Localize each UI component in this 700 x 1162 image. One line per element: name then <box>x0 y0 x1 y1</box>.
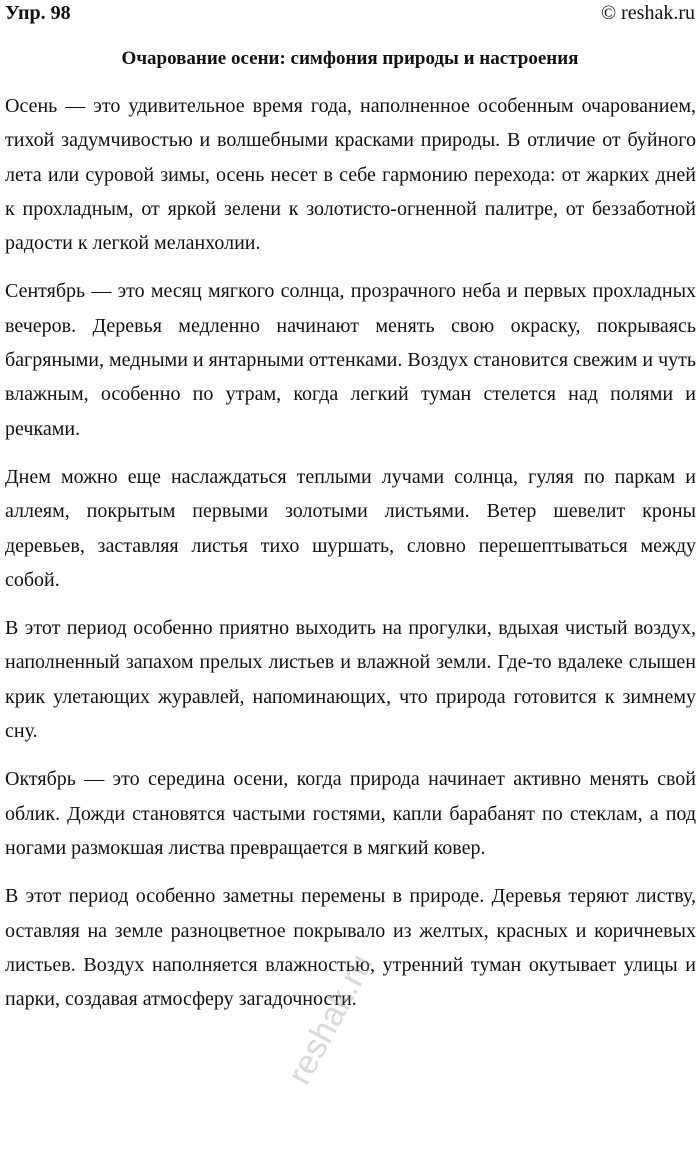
paragraph-september: Сентябрь — это месяц мягкого солнца, прозрачного неба и первых прохладных вечеров. Деревья медленно начинают менять свою окраску, покрываясь багряными, медными и янтарными оттенками. Воздух становится свежим и чуть влажным, особенно по утрам, когда легкий туман стелется над полями и речками. <box>5 280 696 440</box>
paragraph-period-walks: В этот период особенно приятно выходить на прогулки, вдыхая чистый воздух, наполненный запахом прелых листьев и влажной земли. Где-то вдалеке слышен крик улетающих журавлей, напоминающих, что природа готовится к зимнему сну. <box>5 617 696 743</box>
paragraph-day-walks: Днем можно еще наслаждаться теплыми лучами солнца, гуляя по паркам и аллеям, покрытым первыми золотыми листьями. Ветер шевелит кроны деревьев, заставляя листья тихо шуршать, словно перешептываться между собой. <box>5 465 696 591</box>
site-credit: © reshak.ru <box>600 2 695 24</box>
paragraph-changes: В этот период особенно заметны перемены в природе. Деревья теряют листву, оставляя на земле разноцветное покрывало из желтых, красных и коричневых листьев. Воздух наполняется влажностью, утренний туман окутывает улицы и парки, создавая атмосферу загадочности. <box>5 885 696 1011</box>
exercise-number: Упр. 98 <box>5 2 71 24</box>
essay-title: Очарование осени: симфония природы и настроения <box>121 48 579 69</box>
paragraph-intro: Осень — это удивительное время года, наполненное особенным очарованием, тихой задумчивостью и волшебными красками природы. В отличие от буйного лета или суровой зимы, осень несет в себе гармонию перехода: от жарких дней к прохладным, от яркой зелени к золотисто-огненной палитре, от беззаботной радости к легкой меланхолии. <box>5 95 696 255</box>
essay-body <box>5 89 696 1030</box>
paragraph-october: Октябрь — это середина осени, когда природа начинает активно менять свой облик. Дожди становятся частыми гостями, капли барабанят по стеклам, а под ногами размокшая листва превращается в мягкий ковер. <box>5 768 696 859</box>
watermark: reshak.ru <box>280 947 381 1091</box>
page-header <box>5 0 695 30</box>
